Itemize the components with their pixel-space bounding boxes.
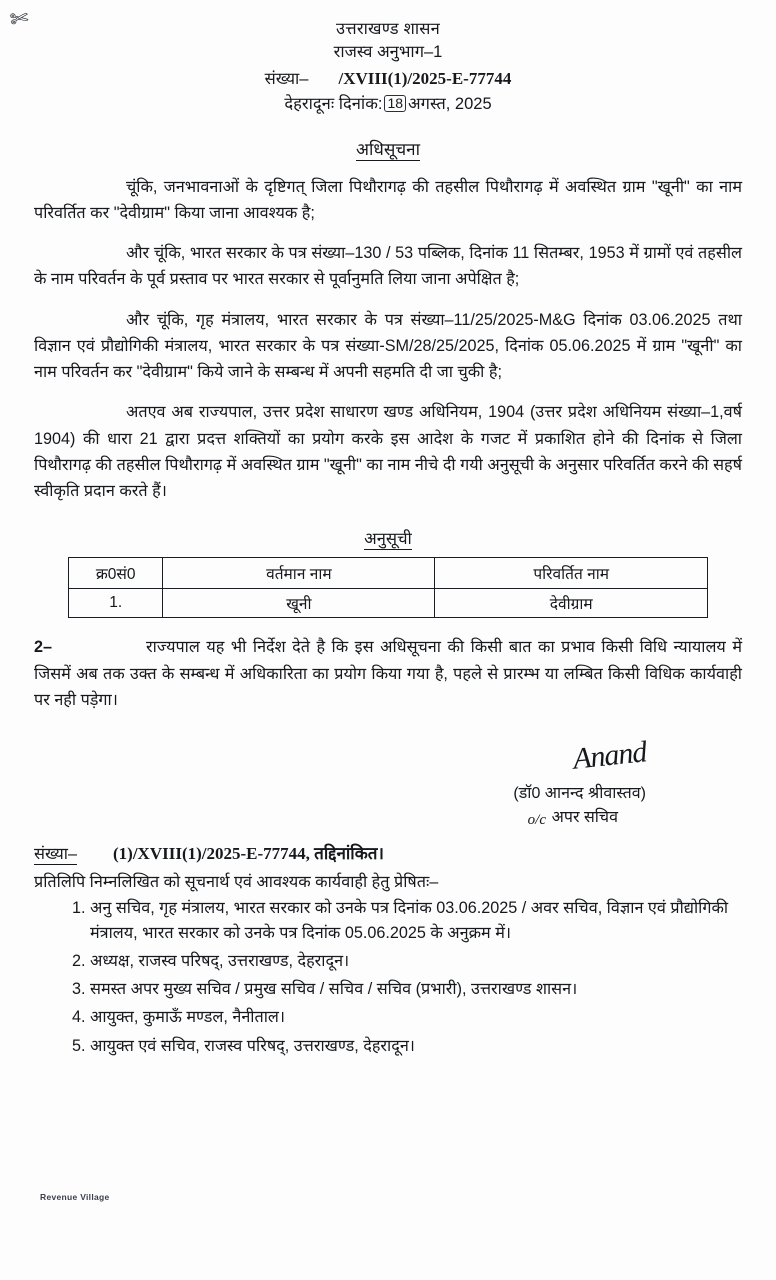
department-name: राजस्व अनुभाग–1 xyxy=(333,43,443,62)
government-name: उत्तराखण्ड शासन xyxy=(335,20,441,38)
schedule-heading xyxy=(34,526,742,549)
file-number-line xyxy=(34,67,742,91)
date-rest: अगस्त, 2025 xyxy=(408,95,492,114)
copy-heading: प्रतिलिपि निम्नलिखित को सूचनार्थ एवं आवश्यक कार्यवाही हेतु प्रेषितः– xyxy=(34,872,439,891)
reference-number: (1)/XVIII(1)/2025-E-77744, तद्दिनांकित। xyxy=(113,843,384,863)
footnote-label: Revenue Village xyxy=(40,1192,110,1202)
schedule-table xyxy=(68,557,708,618)
clause-2-marker: 2– xyxy=(34,638,53,657)
signature-block xyxy=(34,735,742,831)
place-date-label: देहरादूनः दिनांक: xyxy=(284,95,383,114)
handwritten-signature: Anand xyxy=(571,735,648,776)
cell-current-name: खूनी xyxy=(163,589,435,618)
day-stamp: 18 xyxy=(384,95,406,112)
list-item: 4. आयुक्त, कुमाऊँ मण्डल, नैनीताल। xyxy=(90,1005,742,1030)
file-number-value: /XVIII(1)/2025-E-77744 xyxy=(338,68,512,88)
page-title xyxy=(34,137,742,160)
file-number-label: संख्या– xyxy=(264,69,309,88)
document-header xyxy=(34,18,742,117)
corner-mark-icon: ✄ xyxy=(8,4,31,33)
paragraph-2: और चूंकि, भारत सरकार के पत्र संख्या–130 / 53 पब्लिक, दिनांक 11 सितम्बर, 1953 में ग्रामों एवं तहसील के नाम परिवर्तन के पूर्व प्रस्ताव पर भारत सरकार से पूर्वानुमति लिया जाना अपेक्षित है; xyxy=(34,244,742,289)
reference-number-line xyxy=(34,841,742,864)
cell-new-name: देवीग्राम xyxy=(435,589,708,618)
place-date-line xyxy=(34,93,742,116)
clause-2 xyxy=(34,634,742,713)
column-header-serial: क्र0सं0 xyxy=(69,558,163,589)
schedule-heading-text: अनुसूची xyxy=(364,530,412,549)
signatory-name: (डॉ0 आनन्द श्रीवास्तव) xyxy=(513,784,646,802)
list-item: 3. समस्त अपर मुख्य सचिव / प्रमुख सचिव / सचिव / सचिव (प्रभारी), उत्तराखण्ड शासन। xyxy=(90,977,742,1002)
list-item: 5. आयुक्त एवं सचिव, राजस्व परिषद्, उत्तराखण्ड, देहरादून। xyxy=(90,1034,742,1059)
page-title-text: अधिसूचना xyxy=(356,139,420,159)
clause-2-text: राज्यपाल यह भी निर्देश देते है कि इस अधिसूचना की किसी बात का प्रभाव किसी विधि न्यायालय में जिसमें अब तक उक्त के सम्बन्ध में अधिकारिता का प्रयोग किया गया है, पहले से प्रारम्भ या लम्बित किसी विधिक कार्यवाही पर नही पड़ेगा। xyxy=(34,638,742,709)
column-header-current-name: वर्तमान नाम xyxy=(163,558,435,589)
column-header-new-name: परिवर्तित नाम xyxy=(435,558,708,589)
list-item: 2. अध्यक्ष, राजस्व परिषद्, उत्तराखण्ड, देहरादून। xyxy=(90,949,742,974)
paragraph-4: अतएव अब राज्यपाल, उत्तर प्रदेश साधारण खण्ड अधिनियम, 1904 (उत्तर प्रदेश अधिनियम संख्या–1,वर्ष 1904) की धारा 21 द्वारा प्रदत्त शक्तियों का प्रयोग करके इस आदेश के गजट में प्रकाशित होने की दिनांक से जिला पिथौरागढ़ की तहसील पिथौरागढ़ में अवस्थित ग्राम "खूनी" का नाम नीचे दी गयी अनुसूची के अनुसार परिवर्तित करने की सहर्ष स्वीकृति प्रदान करते हैं। xyxy=(34,403,742,501)
paragraph-1: चूंकि, जनभावनाओं के दृष्टिगत् जिला पिथौरागढ़ की तहसील पिथौरागढ़ में अवस्थित ग्राम "खूनी" का नाम परिवर्तित कर "देवीग्राम" किया जाना आवश्यक है; xyxy=(34,177,742,222)
oc-mark: o/c xyxy=(527,811,546,828)
table-row xyxy=(69,589,708,618)
copy-list xyxy=(34,896,742,1059)
list-item: 1. अनु सचिव, गृह मंत्रालय, भारत सरकार को उनके पत्र दिनांक 03.06.2025 / अवर सचिव, विज्ञान एवं प्रौद्योगिकी मंत्रालय, भारत सरकार को उनके पत्र दिनांक 05.06.2025 के अनुक्रम में। xyxy=(90,896,742,946)
cell-serial: 1. xyxy=(69,589,163,618)
paragraph-3: और चूंकि, गृह मंत्रालय, भारत सरकार के पत्र संख्या–11/25/2025-M&G दिनांक 03.06.2025 तथा विज्ञान एवं प्रौद्योगिकी मंत्रालय, भारत सरकार के पत्र संख्या-SM/28/25/2025, दिनांक 05.06.2025 में ग्राम "खूनी" का नाम परिवर्तन कर "देवीग्राम" किये जाने के सम्बन्ध में अपनी सहमति दी जा चुकी है; xyxy=(34,310,742,382)
table-header-row xyxy=(69,558,708,589)
signatory-designation: अपर सचिव xyxy=(551,808,618,826)
reference-label: संख्या– xyxy=(34,844,77,863)
